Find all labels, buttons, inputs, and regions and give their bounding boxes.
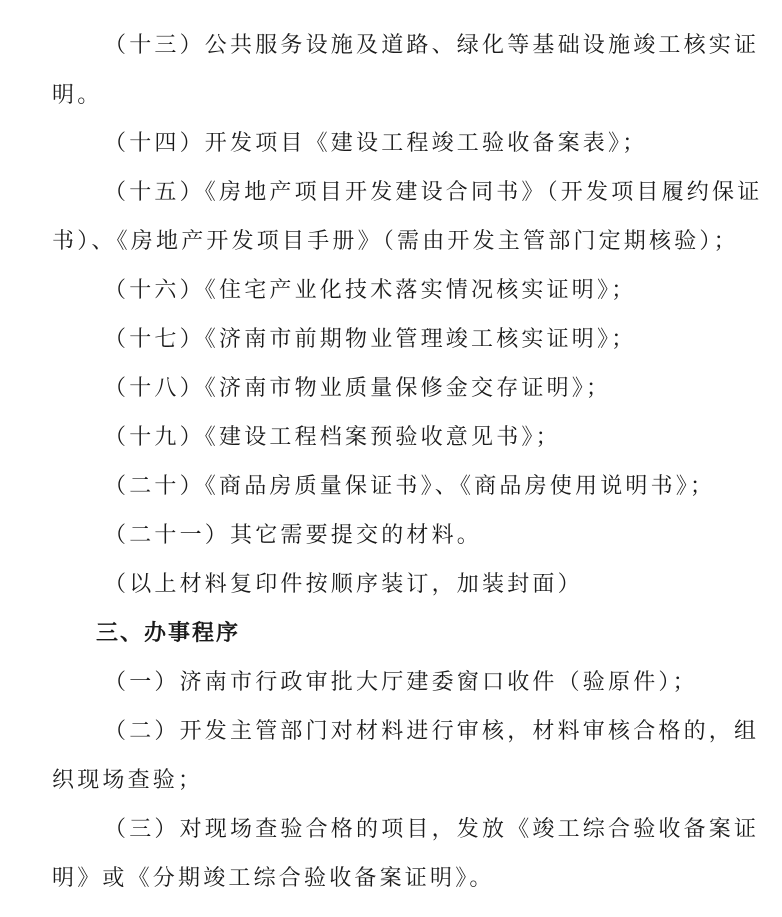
step-4-partial-text bbox=[104, 905, 782, 911]
item-21: （二十一）其它需要提交的材料。 bbox=[104, 523, 483, 548]
step-2-line-1: （二）开发主管部门对材料进行审核，材料审核合格的，组 bbox=[104, 719, 760, 744]
item-13-line-2: 明。 bbox=[52, 83, 103, 108]
step-2-line-2: 织现场查验； bbox=[52, 768, 204, 793]
item-13-line-1: （十三）公共服务设施及道路、绿化等基础设施竣工核实证 bbox=[104, 33, 760, 58]
step-3-line-1: （三）对现场查验合格的项目，发放《竣工综合验收备案证 bbox=[104, 817, 760, 842]
step-1: （一）济南市行政审批大厅建委窗口收件（验原件）； bbox=[104, 670, 698, 695]
item-19: （十九）《建设工程档案预验收意见书》； bbox=[104, 425, 561, 450]
step-4-partial bbox=[0, 905, 782, 917]
binding-note: （以上材料复印件按顺序装订，加装封面） bbox=[104, 572, 583, 597]
item-15-line-2: 书）、《房地产开发项目手册》（需由开发主管部门定期核验）； bbox=[52, 229, 739, 254]
item-14: （十四）开发项目《建设工程竣工验收备案表》； bbox=[104, 131, 648, 156]
section-heading-procedure: 三、办事程序 bbox=[96, 621, 241, 646]
step-3-line-2: 明》或《分期竣工综合验收备案证明》。 bbox=[52, 866, 495, 891]
item-16: （十六）《住宅产业化技术落实情况核实证明》； bbox=[104, 278, 637, 303]
item-20: （二十）《商品房质量保证书》、《商品房使用说明书》； bbox=[104, 474, 716, 499]
item-17: （十七）《济南市前期物业管理竣工核实证明》； bbox=[104, 327, 637, 352]
item-15-line-1: （十五）《房地产项目开发建设合同书》（开发项目履约保证 bbox=[104, 180, 763, 205]
item-18: （十八）《济南市物业质量保修金交存证明》； bbox=[104, 376, 612, 401]
